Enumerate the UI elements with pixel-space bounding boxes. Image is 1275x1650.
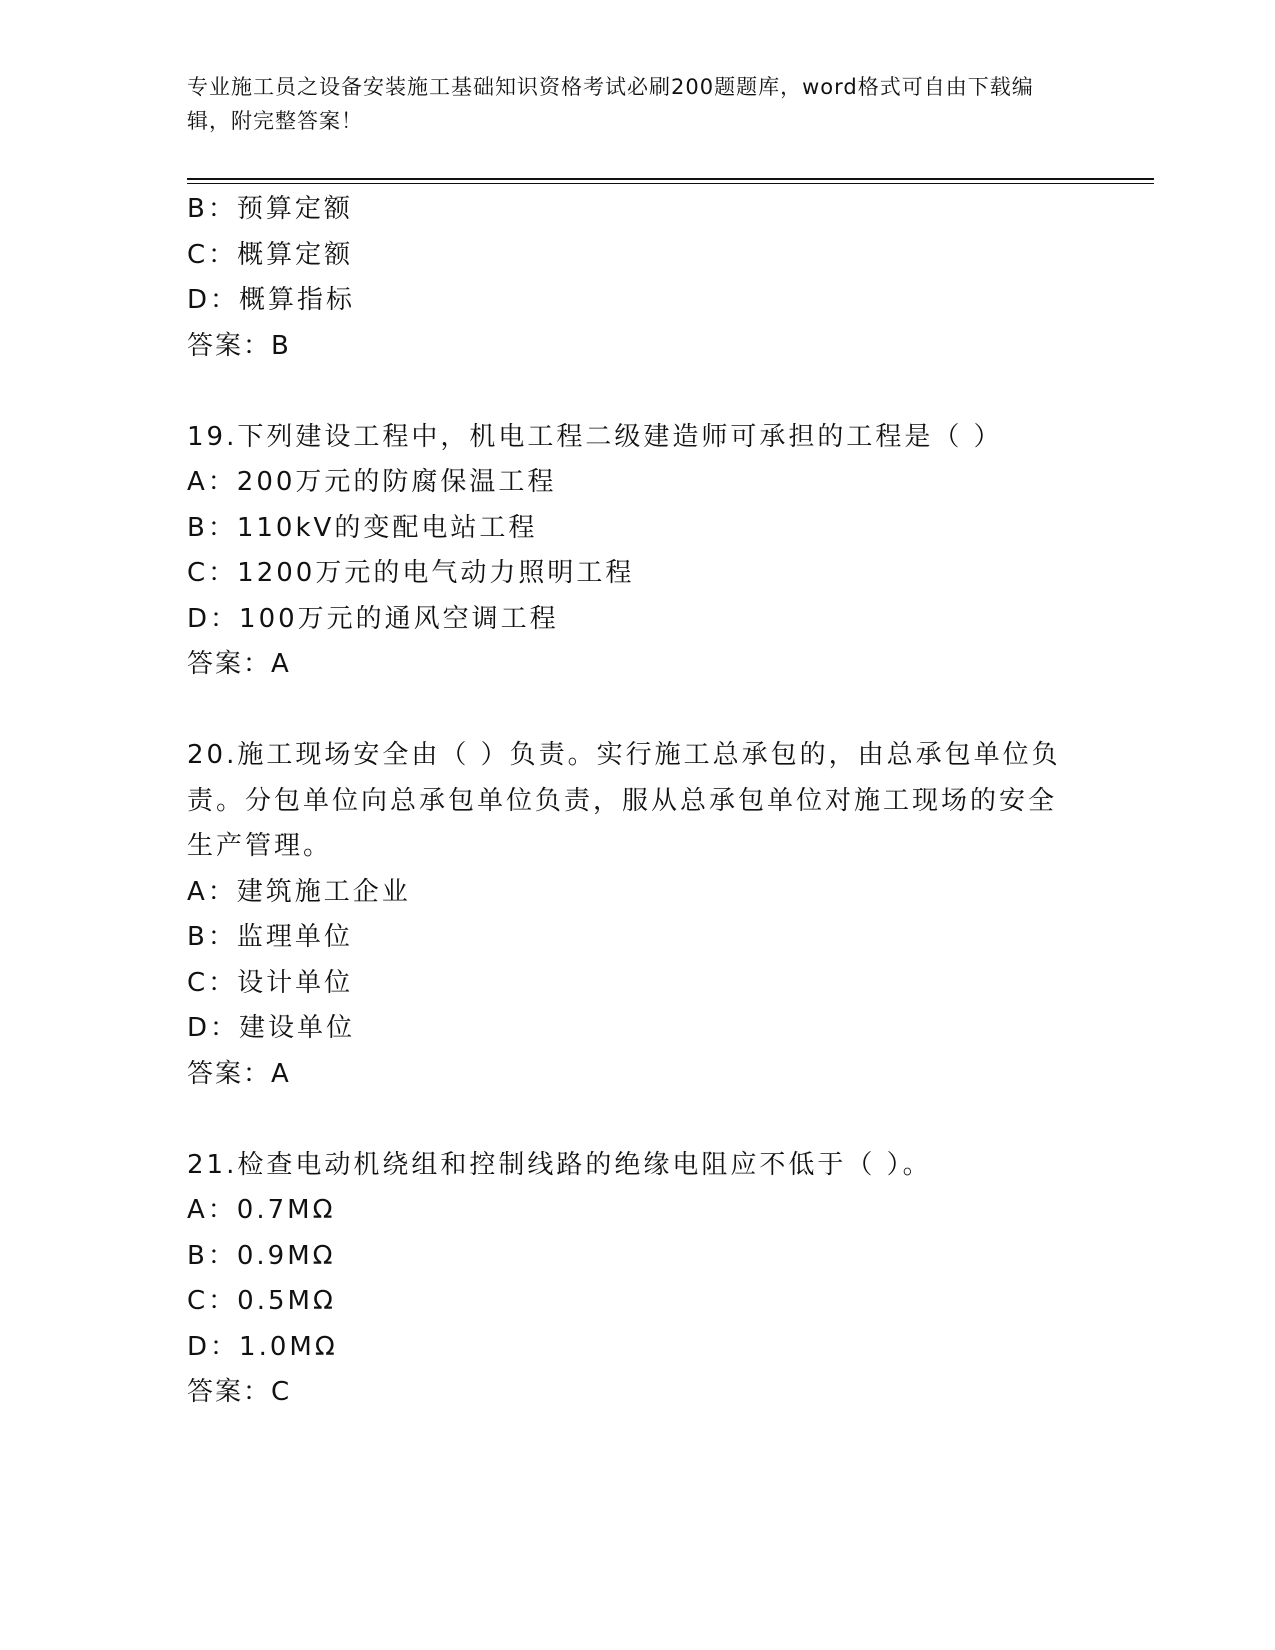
question-fragment (187, 187, 1067, 369)
option-a (187, 1188, 1067, 1234)
option-text: 概算定额 (237, 239, 354, 270)
answer-line (187, 642, 1067, 688)
option-key: D： (187, 603, 240, 634)
option-text: 0.7MΩ (236, 1195, 336, 1225)
option-a (187, 870, 1067, 916)
option-d (187, 1325, 1067, 1371)
option-text: 0.5MΩ (237, 1286, 336, 1316)
option-text: 建筑施工企业 (236, 876, 411, 907)
question-20 (187, 733, 1067, 1097)
option-key: C： (187, 967, 238, 998)
question-text: 19.下列建设工程中，机电工程二级建造师可承担的工程是（ ） (187, 421, 1003, 452)
option-key: B： (187, 194, 237, 224)
spacer (187, 688, 1067, 734)
option-key: C： (187, 239, 238, 270)
answer-label: 答案： (187, 330, 272, 361)
option-key: D： (187, 285, 240, 315)
spacer (187, 369, 1067, 415)
option-c (187, 233, 1067, 279)
question-text: 21.检查电动机绕组和控制线路的绝缘电阻应不低于（ ）。 (187, 1149, 932, 1180)
question-19 (187, 415, 1067, 688)
answer-value: C (271, 1377, 293, 1407)
option-text: 0.9MΩ (236, 1240, 336, 1271)
option-a (187, 460, 1067, 506)
option-b (187, 187, 1067, 233)
option-text: 监理单位 (236, 922, 353, 952)
answer-value: A (271, 1058, 292, 1089)
header-rule-thin (187, 183, 1154, 184)
option-key: A： (187, 467, 237, 497)
option-key: C： (187, 558, 238, 588)
option-c (187, 551, 1067, 597)
answer-line (187, 1052, 1067, 1098)
option-key: A： (187, 1195, 237, 1225)
question-21 (187, 1143, 1067, 1416)
option-text: 建设单位 (239, 1013, 356, 1043)
answer-label: 答案： (187, 649, 272, 679)
option-d (187, 1006, 1067, 1052)
answer-value: B (271, 330, 292, 361)
option-key: D： (187, 1331, 240, 1362)
option-c (187, 961, 1067, 1007)
option-d (187, 597, 1067, 643)
header-rule-thick (187, 178, 1154, 180)
option-text: 200万元的防腐保温工程 (236, 467, 557, 497)
option-b (187, 915, 1067, 961)
option-text: 100万元的通风空调工程 (239, 603, 559, 634)
option-b (187, 1234, 1067, 1280)
option-key: B： (187, 922, 237, 952)
option-key: C： (187, 1286, 238, 1316)
spacer (187, 1097, 1067, 1143)
option-d (187, 278, 1067, 324)
answer-line (187, 1370, 1067, 1416)
option-key: B： (187, 1240, 237, 1271)
option-text: 110kV的变配电站工程 (236, 512, 538, 543)
option-text: 1200万元的电气动力照明工程 (237, 558, 635, 588)
option-key: A： (187, 876, 237, 907)
option-b (187, 506, 1067, 552)
option-text: 预算定额 (236, 194, 353, 224)
question-list (187, 187, 1067, 1416)
document-header: 专业施工员之设备安装施工基础知识资格考试必刷200题题库，word格式可自由下载编辑，附完整答案！ (187, 75, 1034, 133)
answer-value: A (271, 649, 292, 679)
option-text: 1.0MΩ (239, 1331, 338, 1362)
option-c (187, 1279, 1067, 1325)
answer-label: 答案： (187, 1377, 272, 1407)
option-text: 概算指标 (239, 285, 356, 315)
answer-line (187, 324, 1067, 370)
option-key: D： (187, 1013, 240, 1043)
option-text: 设计单位 (237, 967, 354, 998)
question-text: 20.施工现场安全由（ ）负责。实行施工总承包的，由总承包单位负责。分包单位向总承包单位负责，服从总承包单位对施工现场的安全生产管理。 (187, 740, 1061, 861)
option-key: B： (187, 512, 237, 543)
answer-label: 答案： (187, 1058, 272, 1089)
